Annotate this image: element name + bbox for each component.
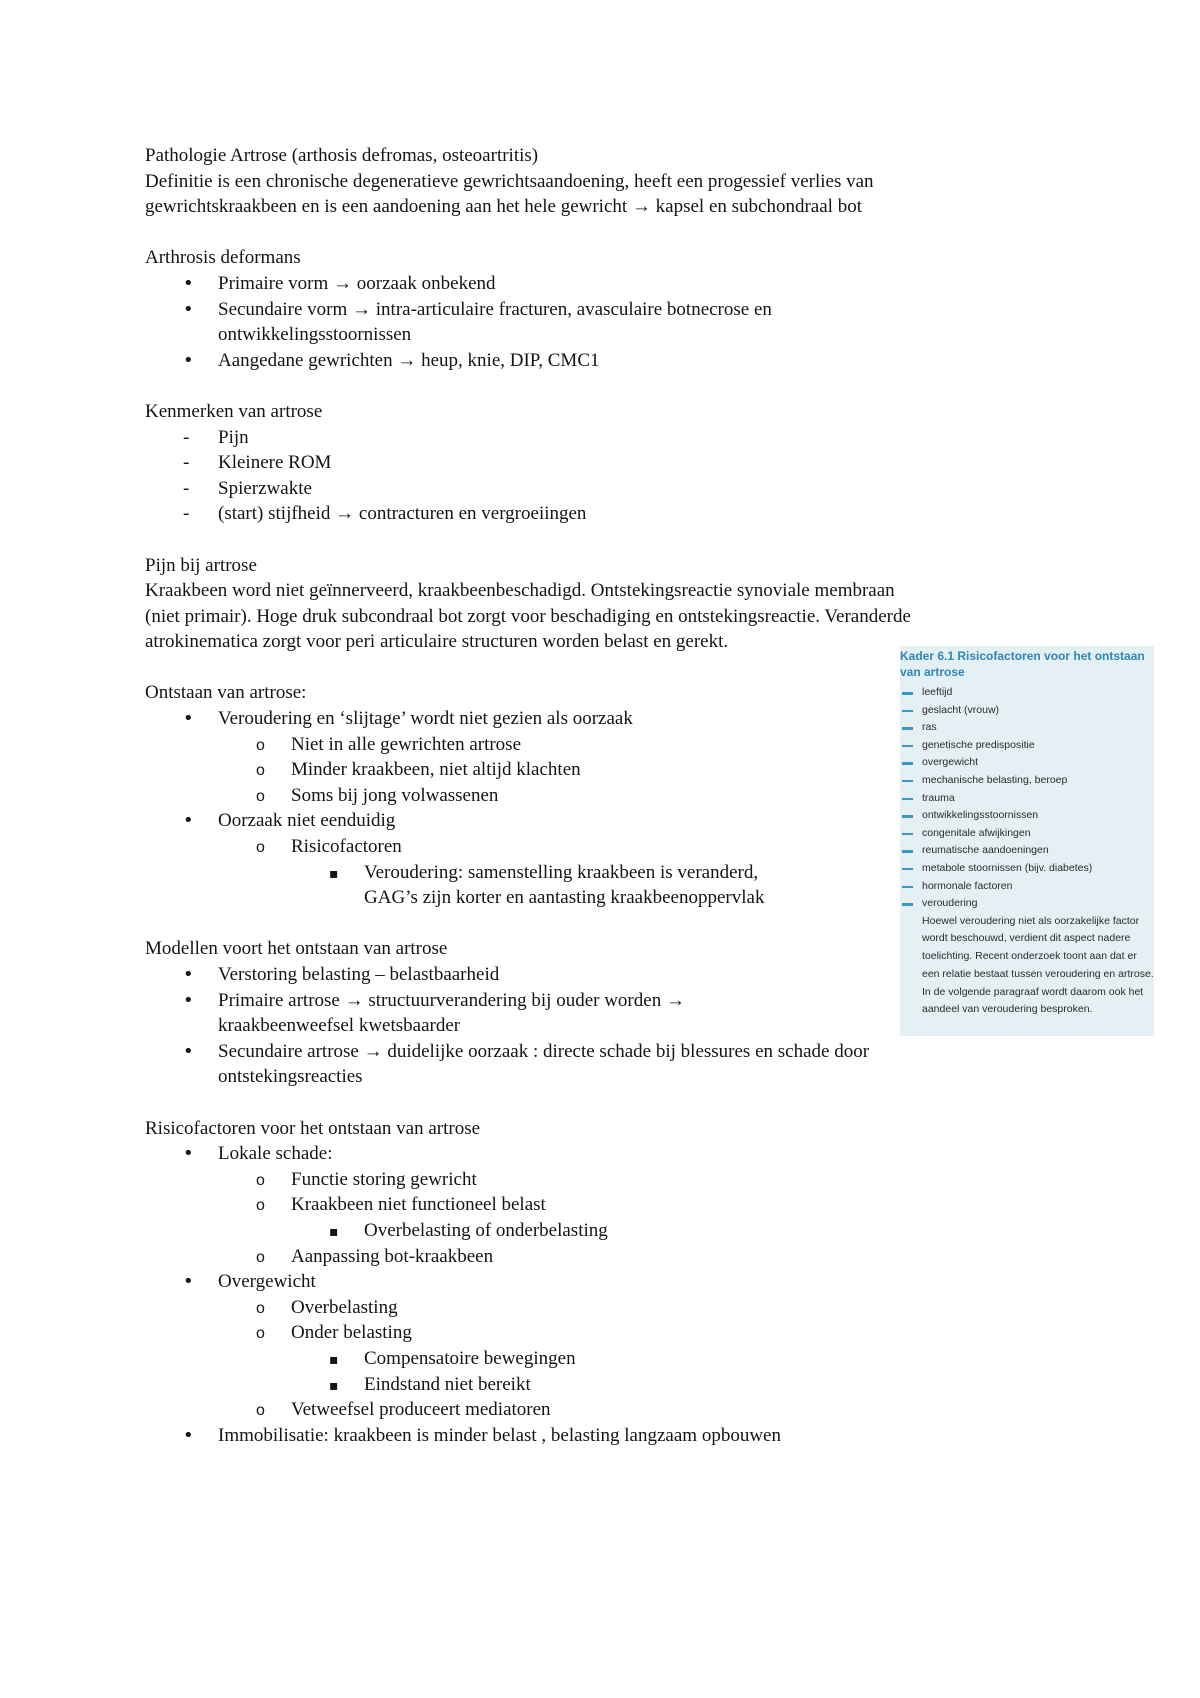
square-bullet-icon — [329, 1346, 339, 1374]
inset-list-item: leeftijd — [900, 684, 1154, 702]
inset-list-item: metabole stoornissen (bijv. diabetes) — [900, 860, 1154, 878]
inset-title: Kader 6.1 Risicofactoren voor het ontstaan van artrose — [900, 649, 1145, 679]
list-item: • Aangedane gewrichten → heup, knie, DIP, CMC1 — [145, 348, 1045, 374]
inset-list-item: reumatische aandoeningen — [900, 842, 1154, 860]
circle-bullet-icon — [256, 1192, 265, 1219]
list-item: • Veroudering en ‘slijtage’ wordt niet gezien als oorzaak — [145, 706, 1045, 732]
dash-icon — [183, 501, 189, 527]
bullet-icon — [183, 988, 194, 1014]
list-item: • Immobilisatie: kraakbeen is minder belast , belasting langzaam opbouwen — [145, 1423, 1045, 1449]
circle-bullet-icon — [256, 1244, 265, 1271]
circle-bullet-icon — [256, 1295, 265, 1322]
list-item: • Primaire vorm → oorzaak onbekend — [145, 271, 1045, 297]
list-item: o Vetweefsel produceert mediatoren — [145, 1397, 1045, 1423]
bullet-icon — [183, 808, 194, 834]
list-item: • Secundaire artrose → duidelijke oorzaak : directe schade bij blessures en schade door ontstekingsreacties — [145, 1039, 1045, 1090]
list-item: - Kleinere ROM — [145, 450, 1045, 476]
bullet-icon — [183, 348, 194, 374]
dash-icon — [183, 450, 189, 476]
list-item: • Primaire artrose → structuurverandering bij ouder worden → kraakbeenweefsel kwetsbaarder — [145, 988, 1045, 1039]
list-item: - (start) stijfheid → contracturen en vergroeiingen — [145, 501, 1045, 527]
section-heading-kenmerken: Kenmerken van artrose — [145, 400, 323, 422]
section-heading-arthrosis: Arthrosis deformans — [145, 247, 301, 269]
list-item: o Kraakbeen niet functioneel belast — [145, 1192, 1045, 1218]
square-bullet-icon — [329, 1218, 339, 1246]
list-item: o Minder kraakbeen, niet altijd klachten — [145, 757, 1045, 783]
risk-factor-inset-image — [900, 646, 1154, 1036]
square-bullet-icon — [329, 1372, 339, 1400]
definition-line: Definitie is een chronische degeneratieve gewrichtsaandoening, heeft een progessief verlies van — [145, 170, 874, 192]
list-item: ▪ Eindstand niet bereikt — [145, 1372, 1045, 1398]
paragraph-line: Kraakbeen word niet geïnnerveerd, kraakbeenbeschadigd. Ontstekingsreactie synoviale membraan — [145, 580, 895, 602]
inset-paragraph: Hoewel veroudering niet als oorzakelijke factor wordt beschouwd, verdient dit aspect nadere toelichting. Recent onderzoek toont aan dat er een relatie bestaat tussen veroudering en artrose. In de volgende paragraaf wordt daarom ook het aandeel van veroudering besproken. — [922, 914, 1154, 1016]
paragraph-line: atrokinematica zorgt voor peri articulaire structuren worden belast en gerekt. — [145, 631, 729, 653]
circle-bullet-icon — [256, 1167, 265, 1194]
list-item: • Overgewicht — [145, 1269, 1045, 1295]
inset-list — [900, 684, 1154, 913]
list-item: o Soms bij jong volwassenen — [145, 783, 1045, 809]
bullet-icon — [183, 297, 194, 323]
definition-line: gewrichtskraakbeen en is een aandoening aan het hele gewricht → kapsel en subchondraal bot — [145, 196, 862, 218]
circle-bullet-icon — [256, 732, 265, 759]
list-item: o Aanpassing bot-kraakbeen — [145, 1244, 1045, 1270]
inset-list-item: veroudering — [900, 895, 1154, 913]
bullet-icon — [183, 962, 194, 988]
inset-list-item: ras — [900, 719, 1154, 737]
paragraph-line: (niet primair). Hoge druk subcondraal bot zorgt voor beschadiging en ontstekingsreactie. Veranderde — [145, 605, 911, 627]
list-item: ▪ Compensatoire bewegingen — [145, 1346, 1045, 1372]
bullet-icon — [183, 1039, 194, 1065]
list-item: • Verstoring belasting – belastbaarheid — [145, 962, 1045, 988]
list-item: • Secundaire vorm → intra-articulaire fracturen, avasculaire botnecrose en ontwikkelingsstoornissen — [145, 297, 1045, 348]
inset-list-item: congenitale afwijkingen — [900, 825, 1154, 843]
section-heading-modellen: Modellen voort het ontstaan van artrose — [145, 938, 448, 960]
document-title: Pathologie Artrose (arthosis defromas, osteoartritis) — [145, 145, 539, 166]
circle-bullet-icon — [256, 1320, 265, 1347]
bullet-icon — [183, 706, 194, 732]
inset-list-item: hormonale factoren — [900, 878, 1154, 896]
circle-bullet-icon — [256, 783, 265, 810]
inset-list-item: overgewicht — [900, 754, 1154, 772]
bullet-icon — [183, 1141, 194, 1167]
circle-bullet-icon — [256, 757, 265, 784]
list-item: o Onder belasting — [145, 1320, 1045, 1346]
circle-bullet-icon — [256, 1397, 265, 1424]
list-item: - Pijn — [145, 425, 1045, 451]
list-item: o Functie storing gewricht — [145, 1167, 1045, 1193]
list-item: o Niet in alle gewrichten artrose — [145, 732, 1045, 758]
list-item: ▪ Overbelasting of onderbelasting — [145, 1218, 1045, 1244]
list-item: o Risicofactoren — [145, 834, 1045, 860]
bullet-icon — [183, 1423, 194, 1449]
section-heading-pijn: Pijn bij artrose — [145, 554, 257, 576]
dash-icon — [183, 425, 189, 451]
list-item: • Lokale schade: — [145, 1141, 1045, 1167]
list-item: o Overbelasting — [145, 1295, 1045, 1321]
inset-list-item: genetische predispositie — [900, 737, 1154, 755]
list-item: ▪ Veroudering: samenstelling kraakbeen is veranderd, GAG’s zijn korter en aantasting kraakbeenoppervlak — [145, 860, 1045, 911]
inset-list-item: ontwikkelingsstoornissen — [900, 807, 1154, 825]
dash-icon — [183, 476, 189, 502]
section-heading-risico: Risicofactoren voor het ontstaan van artrose — [145, 1117, 481, 1139]
square-bullet-icon — [329, 860, 339, 888]
list-item: - Spierzwakte — [145, 476, 1045, 502]
bullet-icon — [183, 1269, 194, 1295]
inset-list-item: geslacht (vrouw) — [900, 702, 1154, 720]
list-item: • Oorzaak niet eenduidig — [145, 808, 1045, 834]
inset-list-item: trauma — [900, 790, 1154, 808]
section-heading-ontstaan: Ontstaan van artrose: — [145, 682, 307, 704]
bullet-icon — [183, 271, 194, 297]
inset-list-item: mechanische belasting, beroep — [900, 772, 1154, 790]
circle-bullet-icon — [256, 834, 265, 861]
